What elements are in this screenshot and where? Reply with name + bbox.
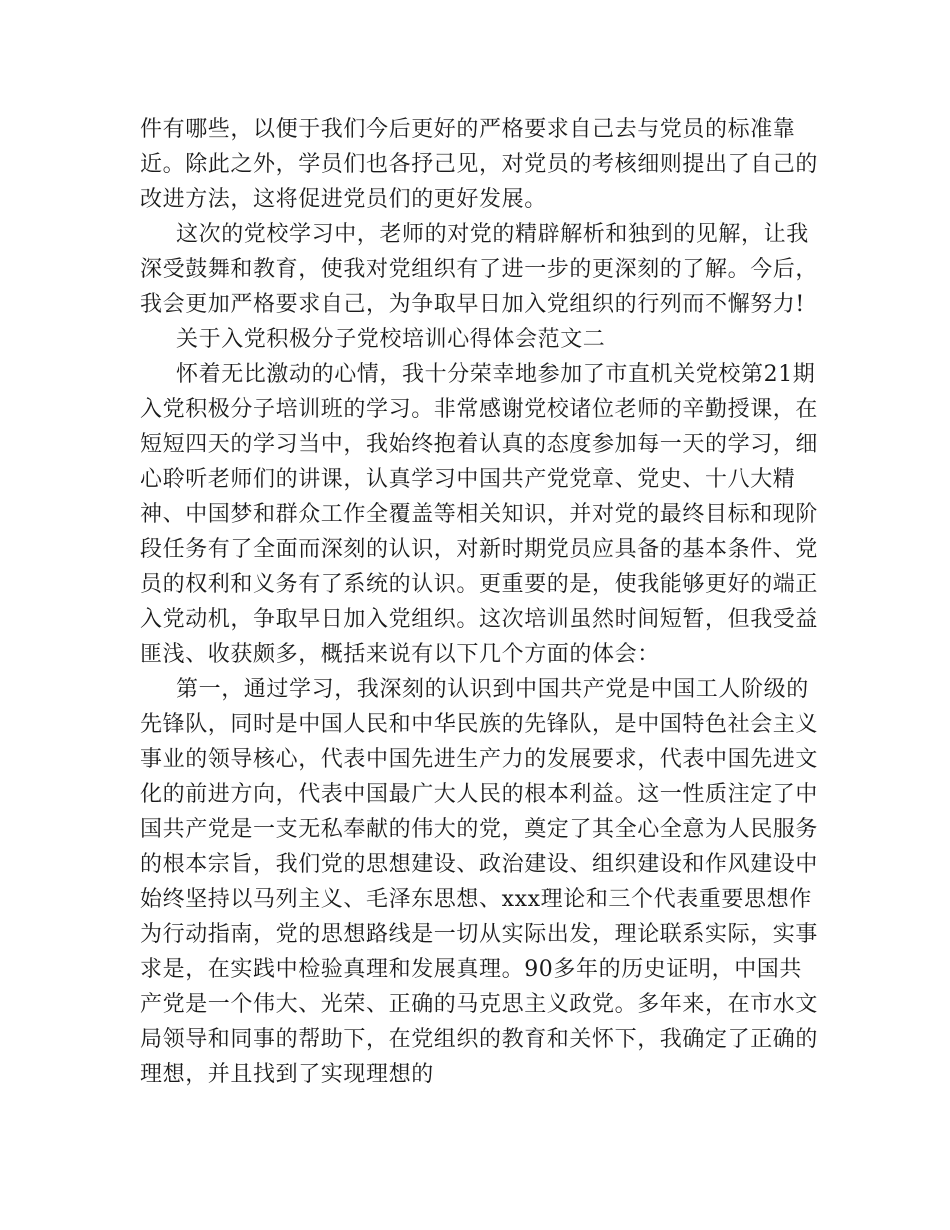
paragraph-intro: 怀着无比激动的心情，我十分荣幸地参加了市直机关党校第21期入党积极分子培训班的学习。非常感谢党校诸位老师的辛勤授课，在短短四天的学习当中，我始终抱着认真的态度参加每一天的学习，细心聆听老师们的讲课，认真学习中国共产党党章、党史、十八大精神、中国梦和群众工作全覆盖等相关知识，并对党的最终目标和现阶段任务有了全面而深刻的认识，对新时期党员应具备的基本条件、党员的权利和义务有了系统的认识。更重要的是，使我能够更好的端正入党动机，争取早日加入党组织。这次培训虽然时间短暂，但我受益匪浅、收获颇多，概括来说有以下几个方面的体会： bbox=[140, 362, 819, 667]
paragraph-continuation: 件有哪些，以便于我们今后更好的严格要求自己去与党员的标准靠近。除此之外，学员们也各抒己见，对党员的考核细则提出了自己的改进方法，这将促进党员们的更好发展。 bbox=[140, 117, 819, 212]
section-heading: 关于入党积极分子党校培训心得体会范文二 bbox=[176, 327, 606, 352]
document-body bbox=[140, 112, 820, 1092]
paragraph-point-one: 第一，通过学习，我深刻的认识到中国共产党是中国工人阶级的先锋队，同时是中国人民和中华民族的先锋队，是中国特色社会主义事业的领导核心，代表中国先进生产力的发展要求，代表中国先进文化的前进方向，代表中国最广大人民的根本利益。这一性质注定了中国共产党是一支无私奉献的伟大的党，奠定了其全心全意为人民服务的根本宗旨，我们党的思想建设、政治建设、组织建设和作风建设中始终坚持以马列主义、毛泽东思想、xxx理论和三个代表重要思想作为行动指南，党的思想路线是一切从实际出发，理论联系实际，实事求是，在实践中检验真理和发展真理。90多年的历史证明，中国共产党是一个伟大、光荣、正确的马克思主义政党。多年来，在市水文局领导和同事的帮助下，在党组织的教育和关怀下，我确定了正确的理想，并且找到了实现理想的 bbox=[140, 677, 819, 1087]
paragraph-conclusion: 这次的党校学习中，老师的对党的精辟解析和独到的见解，让我深受鼓舞和教育，使我对党组织有了进一步的更深刻的了解。今后，我会更加严格要求自己，为争取早日加入党组织的行列而不懈努力! bbox=[140, 222, 819, 317]
